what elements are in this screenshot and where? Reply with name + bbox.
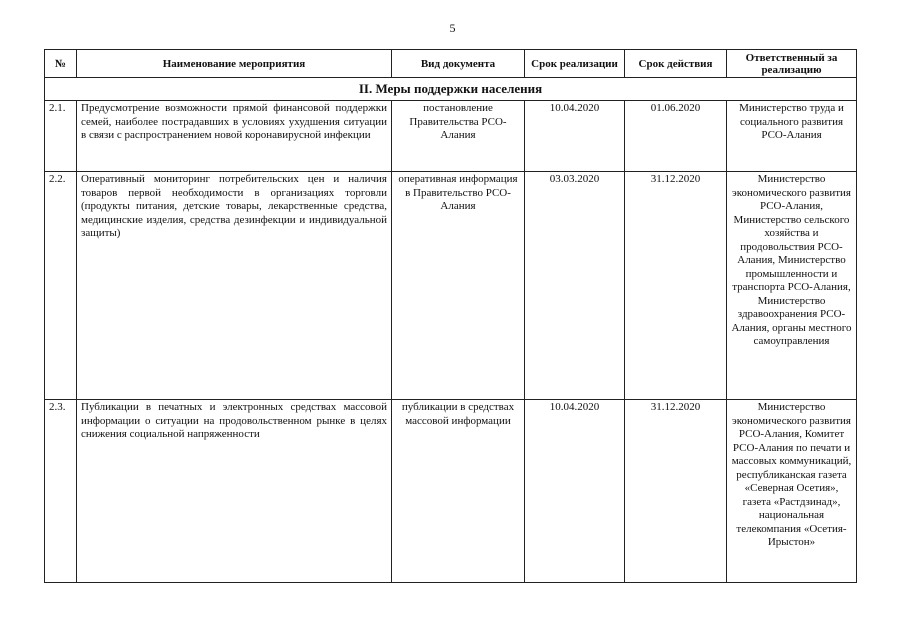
row-validity: 31.12.2020 xyxy=(625,400,727,583)
table-row xyxy=(45,172,857,400)
row-num: 2.1. xyxy=(45,101,77,172)
row-name: Публикации в печатных и электронных средствах массовой информации о ситуации на продовольственном рынке в целях снижения социальной напряженности xyxy=(77,400,392,583)
row-validity: 01.06.2020 xyxy=(625,101,727,172)
row-name: Оперативный мониторинг потребительских цен и наличия товаров первой необходимости в организациях торговли (продукты питания, детские товары, лекарственные средства, медицинские изделия, средства дезинфекции и индивидуальной защиты) xyxy=(77,172,392,400)
row-realization: 03.03.2020 xyxy=(525,172,625,400)
row-responsible: Министерство экономического развития РСО-Алания, Комитет РСО-Алания по печати и массовых коммуникаций, республиканская газета «Северная Осетия», газета «Растдзинад», национальная телекомпания «Осетия-Ирыстон» xyxy=(727,400,857,583)
header-validity: Срок действия xyxy=(625,50,727,78)
header-responsible: Ответственный за реализацию xyxy=(727,50,857,78)
section-row xyxy=(45,78,857,101)
row-doc: публикации в средствах массовой информации xyxy=(392,400,525,583)
row-responsible: Министерство труда и социального развития РСО-Алания xyxy=(727,101,857,172)
row-doc: постановление Правительства РСО-Алания xyxy=(392,101,525,172)
table-row xyxy=(45,101,857,172)
row-num: 2.3. xyxy=(45,400,77,583)
table-header-row xyxy=(45,50,857,78)
measures-table xyxy=(44,49,857,583)
section-title: II. Меры поддержки населения xyxy=(45,78,857,101)
row-num: 2.2. xyxy=(45,172,77,400)
row-realization: 10.04.2020 xyxy=(525,101,625,172)
row-responsible: Министерство экономического развития РСО-Алания, Министерство сельского хозяйства и продовольствия РСО-Алания, Министерство промышленности и транспорта РСО-Алания, Министерство здравоохранения РСО-Алания, органы местного самоуправления xyxy=(727,172,857,400)
header-name: Наименование мероприятия xyxy=(77,50,392,78)
table-row xyxy=(45,400,857,583)
header-num: № xyxy=(45,50,77,78)
row-doc: оперативная информация в Правительство РСО-Алания xyxy=(392,172,525,400)
row-validity: 31.12.2020 xyxy=(625,172,727,400)
row-name: Предусмотрение возможности прямой финансовой поддержки семей, наиболее пострадавших в условиях ухудшения ситуации в связи с распространением новой коронавирусной инфекции xyxy=(77,101,392,172)
row-realization: 10.04.2020 xyxy=(525,400,625,583)
header-realization: Срок реализации xyxy=(525,50,625,78)
header-doc: Вид документа xyxy=(392,50,525,78)
page-number: 5 xyxy=(449,21,456,35)
